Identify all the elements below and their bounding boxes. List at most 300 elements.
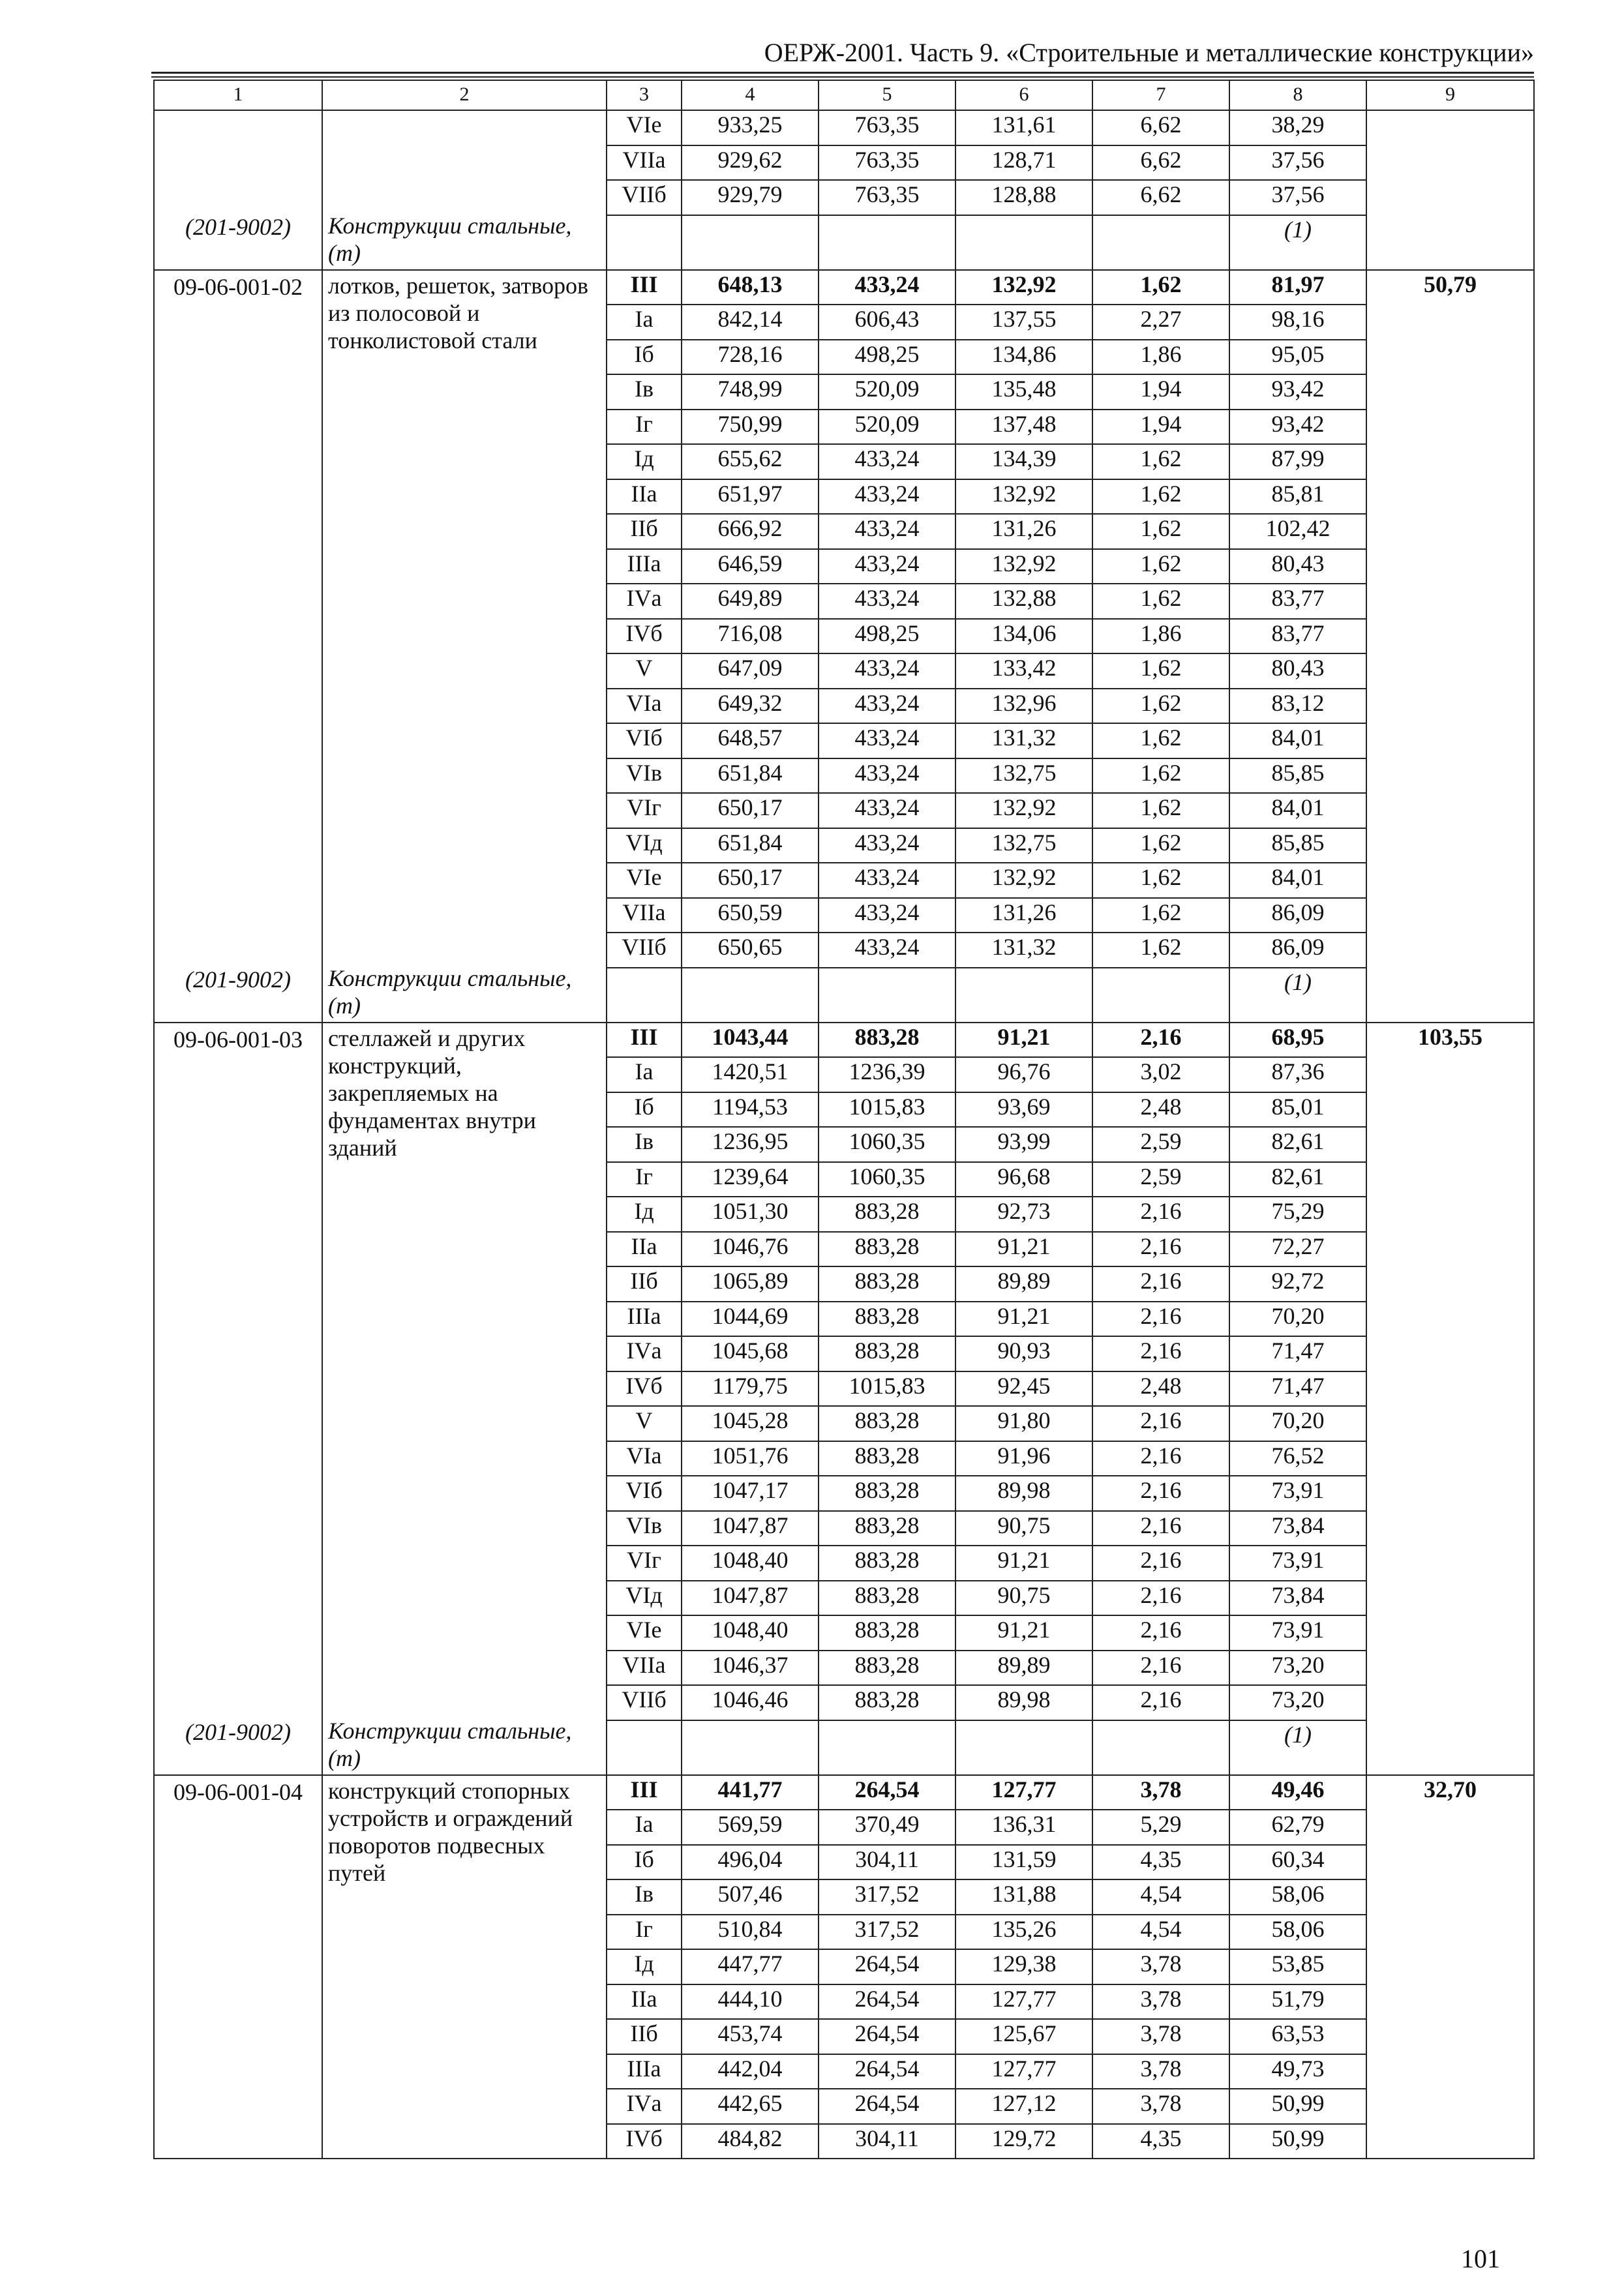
column-9-value xyxy=(1366,110,1534,270)
value-cell: 38,29 xyxy=(1229,110,1366,145)
value-cell: 132,96 xyxy=(955,689,1092,724)
value-cell: 132,75 xyxy=(955,758,1092,794)
value-cell: 2,48 xyxy=(1092,1092,1229,1128)
value-cell: 264,54 xyxy=(819,1984,955,2020)
value-cell: 520,09 xyxy=(819,410,955,445)
value-cell: 4,35 xyxy=(1092,2124,1229,2159)
value-cell: 1015,83 xyxy=(819,1092,955,1128)
zone-cell: IIа xyxy=(607,1232,682,1267)
zone-cell: VIг xyxy=(607,793,682,828)
value-cell: 1,86 xyxy=(1092,340,1229,375)
value-cell: 2,16 xyxy=(1092,1232,1229,1267)
value-cell: 83,77 xyxy=(1229,619,1366,654)
value-cell: 92,73 xyxy=(955,1197,1092,1232)
value-cell: 70,20 xyxy=(1229,1302,1366,1337)
value-cell: 1420,51 xyxy=(682,1057,819,1092)
empty-cell xyxy=(682,215,819,270)
zone-cell: VIIб xyxy=(607,180,682,215)
value-cell: 136,31 xyxy=(955,1810,1092,1845)
zone-cell: III xyxy=(607,1775,682,1810)
value-cell: 650,59 xyxy=(682,898,819,933)
value-cell: 520,09 xyxy=(819,374,955,410)
value-cell: 73,91 xyxy=(1229,1546,1366,1581)
value-cell: 1045,68 xyxy=(682,1336,819,1371)
empty-cell xyxy=(955,1720,1092,1775)
zone-cell: Iа xyxy=(607,305,682,340)
value-cell: 76,52 xyxy=(1229,1441,1366,1476)
value-cell: 1,62 xyxy=(1092,758,1229,794)
value-cell: 6,62 xyxy=(1092,110,1229,145)
value-cell: 651,84 xyxy=(682,758,819,794)
zone-cell: VIIа xyxy=(607,898,682,933)
value-cell: 655,62 xyxy=(682,444,819,479)
value-cell: 433,24 xyxy=(819,828,955,863)
value-cell: 433,24 xyxy=(819,584,955,619)
column-number: 9 xyxy=(1366,80,1534,110)
value-cell: 93,69 xyxy=(955,1092,1092,1128)
value-cell: 91,96 xyxy=(955,1441,1092,1476)
value-cell: 49,46 xyxy=(1229,1775,1366,1810)
rate-name: конструкций стопорных устройств и ограждений поворотов подвесных путей xyxy=(328,1777,573,1886)
value-cell: 131,32 xyxy=(955,723,1092,758)
page-number: 101 xyxy=(1461,2244,1500,2273)
value-cell: 3,78 xyxy=(1092,1949,1229,1984)
zone-cell: Iд xyxy=(607,1949,682,1984)
value-cell: 53,85 xyxy=(1229,1949,1366,1984)
value-cell: 91,21 xyxy=(955,1615,1092,1651)
zone-cell: IIа xyxy=(607,479,682,515)
value-cell: 1,62 xyxy=(1092,689,1229,724)
empty-cell xyxy=(607,1720,682,1775)
value-cell: 646,59 xyxy=(682,549,819,584)
value-cell: 132,92 xyxy=(955,793,1092,828)
zone-cell: VIб xyxy=(607,1476,682,1511)
value-cell: 3,78 xyxy=(1092,1775,1229,1810)
zone-cell: VIа xyxy=(607,689,682,724)
value-cell: 84,01 xyxy=(1229,863,1366,898)
value-cell: 90,93 xyxy=(955,1336,1092,1371)
value-cell: 651,97 xyxy=(682,479,819,515)
value-cell: 883,28 xyxy=(819,1546,955,1581)
value-cell: 2,16 xyxy=(1092,1023,1229,1058)
value-cell: 651,84 xyxy=(682,828,819,863)
value-cell: 73,20 xyxy=(1229,1685,1366,1720)
value-cell: 92,45 xyxy=(955,1371,1092,1407)
value-cell: 1051,30 xyxy=(682,1197,819,1232)
value-cell: 442,65 xyxy=(682,2089,819,2124)
value-cell: 763,35 xyxy=(819,180,955,215)
value-cell: 510,84 xyxy=(682,1915,819,1950)
zone-cell: VIг xyxy=(607,1546,682,1581)
zone-cell: VIIб xyxy=(607,1685,682,1720)
value-cell: 883,28 xyxy=(819,1023,955,1058)
value-cell: 73,84 xyxy=(1229,1511,1366,1546)
value-cell: 2,16 xyxy=(1092,1302,1229,1337)
resource-code: (201-9002) xyxy=(185,213,291,240)
value-cell: 1194,53 xyxy=(682,1092,819,1128)
value-cell: 83,12 xyxy=(1229,689,1366,724)
value-cell: 71,47 xyxy=(1229,1336,1366,1371)
value-cell: 3,78 xyxy=(1092,1984,1229,2020)
value-cell: 102,42 xyxy=(1229,514,1366,549)
zone-cell: Iв xyxy=(607,1879,682,1915)
value-cell: 317,52 xyxy=(819,1879,955,1915)
value-cell: 4,35 xyxy=(1092,1845,1229,1880)
value-cell: 1,62 xyxy=(1092,863,1229,898)
value-cell: 134,39 xyxy=(955,444,1092,479)
value-cell: 433,24 xyxy=(819,514,955,549)
value-cell: 317,52 xyxy=(819,1915,955,1950)
resource-code: (201-9002) xyxy=(185,966,291,993)
value-cell: 91,21 xyxy=(955,1302,1092,1337)
value-cell: 1048,40 xyxy=(682,1546,819,1581)
value-cell: 91,21 xyxy=(955,1232,1092,1267)
value-cell: 50,99 xyxy=(1229,2124,1366,2159)
value-cell: 72,27 xyxy=(1229,1232,1366,1267)
empty-cell xyxy=(607,215,682,270)
rate-name: лотков, решеток, затворов из полосовой и тонколистовой стали xyxy=(328,272,589,353)
zone-cell: IIIа xyxy=(607,2054,682,2089)
rate-code-cell xyxy=(154,1775,322,2159)
value-cell: 433,24 xyxy=(819,793,955,828)
zone-cell: IVа xyxy=(607,1336,682,1371)
zone-cell: VIв xyxy=(607,1511,682,1546)
value-cell: 929,62 xyxy=(682,145,819,181)
value-cell: 433,24 xyxy=(819,898,955,933)
zone-cell: IIа xyxy=(607,1984,682,2020)
value-cell: 842,14 xyxy=(682,305,819,340)
value-cell: 883,28 xyxy=(819,1511,955,1546)
value-cell: 1060,35 xyxy=(819,1162,955,1197)
value-cell: 91,21 xyxy=(955,1023,1092,1058)
value-cell: 441,77 xyxy=(682,1775,819,1810)
zone-cell: VIIа xyxy=(607,145,682,181)
zone-cell: Iб xyxy=(607,1092,682,1128)
value-cell: 71,47 xyxy=(1229,1371,1366,1407)
resource-name: Конструкции стальные, (т) xyxy=(328,212,572,266)
value-cell: 137,55 xyxy=(955,305,1092,340)
empty-cell xyxy=(1092,968,1229,1023)
value-cell: 5,29 xyxy=(1092,1810,1229,1845)
zone-cell: IVб xyxy=(607,1371,682,1407)
value-cell: 1,62 xyxy=(1092,933,1229,968)
value-cell: 433,24 xyxy=(819,933,955,968)
value-cell: 2,16 xyxy=(1092,1651,1229,1686)
column-number: 5 xyxy=(819,80,955,110)
value-cell: 135,48 xyxy=(955,374,1092,410)
rate-name-cell xyxy=(322,110,607,270)
value-cell: 1060,35 xyxy=(819,1127,955,1162)
value-cell: 60,34 xyxy=(1229,1845,1366,1880)
value-cell: 131,88 xyxy=(955,1879,1092,1915)
value-cell: 484,82 xyxy=(682,2124,819,2159)
value-cell: 98,16 xyxy=(1229,305,1366,340)
value-cell: 1,62 xyxy=(1092,793,1229,828)
value-cell: 93,99 xyxy=(955,1127,1092,1162)
value-cell: 650,17 xyxy=(682,793,819,828)
resource-qty: (1) xyxy=(1229,1720,1366,1775)
zone-cell: Iв xyxy=(607,374,682,410)
value-cell: 883,28 xyxy=(819,1197,955,1232)
value-cell: 75,29 xyxy=(1229,1197,1366,1232)
value-cell: 132,92 xyxy=(955,479,1092,515)
table-row xyxy=(154,1775,1534,1810)
value-cell: 1046,76 xyxy=(682,1232,819,1267)
value-cell: 1047,17 xyxy=(682,1476,819,1511)
value-cell: 4,54 xyxy=(1092,1915,1229,1950)
value-cell: 569,59 xyxy=(682,1810,819,1845)
value-cell: 82,61 xyxy=(1229,1162,1366,1197)
zone-cell: IIIа xyxy=(607,1302,682,1337)
zone-cell: Iа xyxy=(607,1810,682,1845)
value-cell: 127,77 xyxy=(955,1775,1092,1810)
value-cell: 370,49 xyxy=(819,1810,955,1845)
value-cell: 433,24 xyxy=(819,444,955,479)
value-cell: 1,62 xyxy=(1092,549,1229,584)
value-cell: 1236,95 xyxy=(682,1127,819,1162)
rate-code: 09-06-001-03 xyxy=(173,1026,303,1053)
value-cell: 606,43 xyxy=(819,305,955,340)
value-cell: 96,76 xyxy=(955,1057,1092,1092)
value-cell: 1044,69 xyxy=(682,1302,819,1337)
value-cell: 2,59 xyxy=(1092,1162,1229,1197)
value-cell: 2,16 xyxy=(1092,1266,1229,1302)
value-cell: 89,89 xyxy=(955,1651,1092,1686)
value-cell: 1,62 xyxy=(1092,514,1229,549)
value-cell: 883,28 xyxy=(819,1302,955,1337)
value-cell: 1048,40 xyxy=(682,1615,819,1651)
table-row xyxy=(154,110,1534,145)
value-cell: 444,10 xyxy=(682,1984,819,2020)
value-cell: 883,28 xyxy=(819,1615,955,1651)
empty-cell xyxy=(955,215,1092,270)
zone-cell: IVа xyxy=(607,584,682,619)
value-cell: 132,75 xyxy=(955,828,1092,863)
value-cell: 127,77 xyxy=(955,1984,1092,2020)
value-cell: 49,73 xyxy=(1229,2054,1366,2089)
value-cell: 433,24 xyxy=(819,723,955,758)
column-9-value: 103,55 xyxy=(1366,1023,1534,1775)
value-cell: 748,99 xyxy=(682,374,819,410)
empty-cell xyxy=(1092,215,1229,270)
zone-cell: Iд xyxy=(607,444,682,479)
value-cell: 3,78 xyxy=(1092,2019,1229,2054)
value-cell: 51,79 xyxy=(1229,1984,1366,2020)
value-cell: 3,02 xyxy=(1092,1057,1229,1092)
value-cell: 82,61 xyxy=(1229,1127,1366,1162)
value-cell: 304,11 xyxy=(819,1845,955,1880)
value-cell: 4,54 xyxy=(1092,1879,1229,1915)
value-cell: 73,91 xyxy=(1229,1476,1366,1511)
value-cell: 132,92 xyxy=(955,270,1092,305)
value-cell: 80,43 xyxy=(1229,549,1366,584)
zone-cell: VIIб xyxy=(607,933,682,968)
value-cell: 3,78 xyxy=(1092,2054,1229,2089)
value-cell: 883,28 xyxy=(819,1581,955,1616)
rate-name-cell xyxy=(322,270,607,1023)
column-number: 3 xyxy=(607,80,682,110)
value-cell: 2,16 xyxy=(1092,1336,1229,1371)
empty-cell xyxy=(955,968,1092,1023)
zone-cell: V xyxy=(607,653,682,689)
value-cell: 264,54 xyxy=(819,1949,955,1984)
value-cell: 883,28 xyxy=(819,1685,955,1720)
value-cell: 1,62 xyxy=(1092,898,1229,933)
zone-cell: Iа xyxy=(607,1057,682,1092)
value-cell: 87,36 xyxy=(1229,1057,1366,1092)
zone-cell: VIб xyxy=(607,723,682,758)
value-cell: 763,35 xyxy=(819,110,955,145)
value-cell: 85,81 xyxy=(1229,479,1366,515)
value-cell: 132,92 xyxy=(955,549,1092,584)
value-cell: 883,28 xyxy=(819,1441,955,1476)
zone-cell: Iг xyxy=(607,1915,682,1950)
value-cell: 507,46 xyxy=(682,1879,819,1915)
value-cell: 264,54 xyxy=(819,2089,955,2124)
value-cell: 73,91 xyxy=(1229,1615,1366,1651)
value-cell: 89,98 xyxy=(955,1476,1092,1511)
rate-name-cell xyxy=(322,1023,607,1775)
value-cell: 95,05 xyxy=(1229,340,1366,375)
zone-cell: VIд xyxy=(607,828,682,863)
value-cell: 85,85 xyxy=(1229,828,1366,863)
value-cell: 85,85 xyxy=(1229,758,1366,794)
value-cell: 650,17 xyxy=(682,863,819,898)
value-cell: 90,75 xyxy=(955,1511,1092,1546)
zone-cell: IVб xyxy=(607,619,682,654)
value-cell: 883,28 xyxy=(819,1232,955,1267)
zone-cell: VIе xyxy=(607,1615,682,1651)
rate-name-cell xyxy=(322,1775,607,2159)
zone-cell: Iд xyxy=(607,1197,682,1232)
value-cell: 83,77 xyxy=(1229,584,1366,619)
value-cell: 137,48 xyxy=(955,410,1092,445)
value-cell: 929,79 xyxy=(682,180,819,215)
value-cell: 433,24 xyxy=(819,479,955,515)
value-cell: 2,16 xyxy=(1092,1441,1229,1476)
value-cell: 433,24 xyxy=(819,549,955,584)
column-number: 2 xyxy=(322,80,607,110)
zone-cell: Iв xyxy=(607,1127,682,1162)
value-cell: 728,16 xyxy=(682,340,819,375)
value-cell: 2,16 xyxy=(1092,1685,1229,1720)
value-cell: 2,27 xyxy=(1092,305,1229,340)
zone-cell: IVб xyxy=(607,2124,682,2159)
value-cell: 93,42 xyxy=(1229,374,1366,410)
value-cell: 91,80 xyxy=(955,1406,1092,1441)
value-cell: 3,78 xyxy=(1092,2089,1229,2124)
value-cell: 264,54 xyxy=(819,2054,955,2089)
rates-table xyxy=(153,80,1535,2159)
value-cell: 37,56 xyxy=(1229,145,1366,181)
empty-cell xyxy=(1092,1720,1229,1775)
value-cell: 127,12 xyxy=(955,2089,1092,2124)
value-cell: 6,62 xyxy=(1092,145,1229,181)
zone-cell: VIв xyxy=(607,758,682,794)
value-cell: 2,16 xyxy=(1092,1546,1229,1581)
column-number: 6 xyxy=(955,80,1092,110)
value-cell: 131,61 xyxy=(955,110,1092,145)
value-cell: 650,65 xyxy=(682,933,819,968)
empty-cell xyxy=(819,968,955,1023)
value-cell: 90,75 xyxy=(955,1581,1092,1616)
column-number: 4 xyxy=(682,80,819,110)
value-cell: 131,32 xyxy=(955,933,1092,968)
value-cell: 442,04 xyxy=(682,2054,819,2089)
zone-cell: Iб xyxy=(607,1845,682,1880)
header-rule-top xyxy=(151,72,1534,74)
value-cell: 89,89 xyxy=(955,1266,1092,1302)
page-header: ОЕРЖ-2001. Часть 9. «Строительные и металлические конструкции» xyxy=(764,38,1534,67)
value-cell: 87,99 xyxy=(1229,444,1366,479)
value-cell: 433,24 xyxy=(819,653,955,689)
value-cell: 96,68 xyxy=(955,1162,1092,1197)
zone-cell: VIд xyxy=(607,1581,682,1616)
empty-cell xyxy=(607,968,682,1023)
value-cell: 85,01 xyxy=(1229,1092,1366,1128)
value-cell: 647,09 xyxy=(682,653,819,689)
value-cell: 649,32 xyxy=(682,689,819,724)
value-cell: 1,62 xyxy=(1092,444,1229,479)
value-cell: 1239,64 xyxy=(682,1162,819,1197)
value-cell: 883,28 xyxy=(819,1266,955,1302)
value-cell: 1,62 xyxy=(1092,828,1229,863)
value-cell: 134,86 xyxy=(955,340,1092,375)
value-cell: 447,77 xyxy=(682,1949,819,1984)
value-cell: 1065,89 xyxy=(682,1266,819,1302)
rate-code-cell xyxy=(154,270,322,1023)
value-cell: 134,06 xyxy=(955,619,1092,654)
value-cell: 883,28 xyxy=(819,1336,955,1371)
value-cell: 1,62 xyxy=(1092,723,1229,758)
rate-code-cell xyxy=(154,110,322,270)
value-cell: 73,84 xyxy=(1229,1581,1366,1616)
value-cell: 73,20 xyxy=(1229,1651,1366,1686)
value-cell: 62,79 xyxy=(1229,1810,1366,1845)
zone-cell: IIб xyxy=(607,2019,682,2054)
value-cell: 84,01 xyxy=(1229,723,1366,758)
zone-cell: III xyxy=(607,270,682,305)
value-cell: 2,48 xyxy=(1092,1371,1229,1407)
value-cell: 86,09 xyxy=(1229,898,1366,933)
zone-cell: IVа xyxy=(607,2089,682,2124)
value-cell: 92,72 xyxy=(1229,1266,1366,1302)
value-cell: 1015,83 xyxy=(819,1371,955,1407)
zone-cell: V xyxy=(607,1406,682,1441)
value-cell: 1179,75 xyxy=(682,1371,819,1407)
value-cell: 80,43 xyxy=(1229,653,1366,689)
value-cell: 883,28 xyxy=(819,1651,955,1686)
value-cell: 933,25 xyxy=(682,110,819,145)
value-cell: 716,08 xyxy=(682,619,819,654)
rate-name: стеллажей и других конструкций, закрепляемых на фундаментах внутри зданий xyxy=(328,1025,536,1161)
header-rule-bottom xyxy=(151,76,1534,78)
value-cell: 2,59 xyxy=(1092,1127,1229,1162)
resource-code: (201-9002) xyxy=(185,1718,291,1745)
value-cell: 128,88 xyxy=(955,180,1092,215)
rate-code: 09-06-001-02 xyxy=(173,273,303,300)
rate-code-cell xyxy=(154,1023,322,1775)
column-number: 1 xyxy=(154,80,322,110)
value-cell: 2,16 xyxy=(1092,1581,1229,1616)
value-cell: 127,77 xyxy=(955,2054,1092,2089)
value-cell: 91,21 xyxy=(955,1546,1092,1581)
value-cell: 648,57 xyxy=(682,723,819,758)
table-row xyxy=(154,1023,1534,1058)
value-cell: 6,62 xyxy=(1092,180,1229,215)
value-cell: 498,25 xyxy=(819,340,955,375)
value-cell: 128,71 xyxy=(955,145,1092,181)
